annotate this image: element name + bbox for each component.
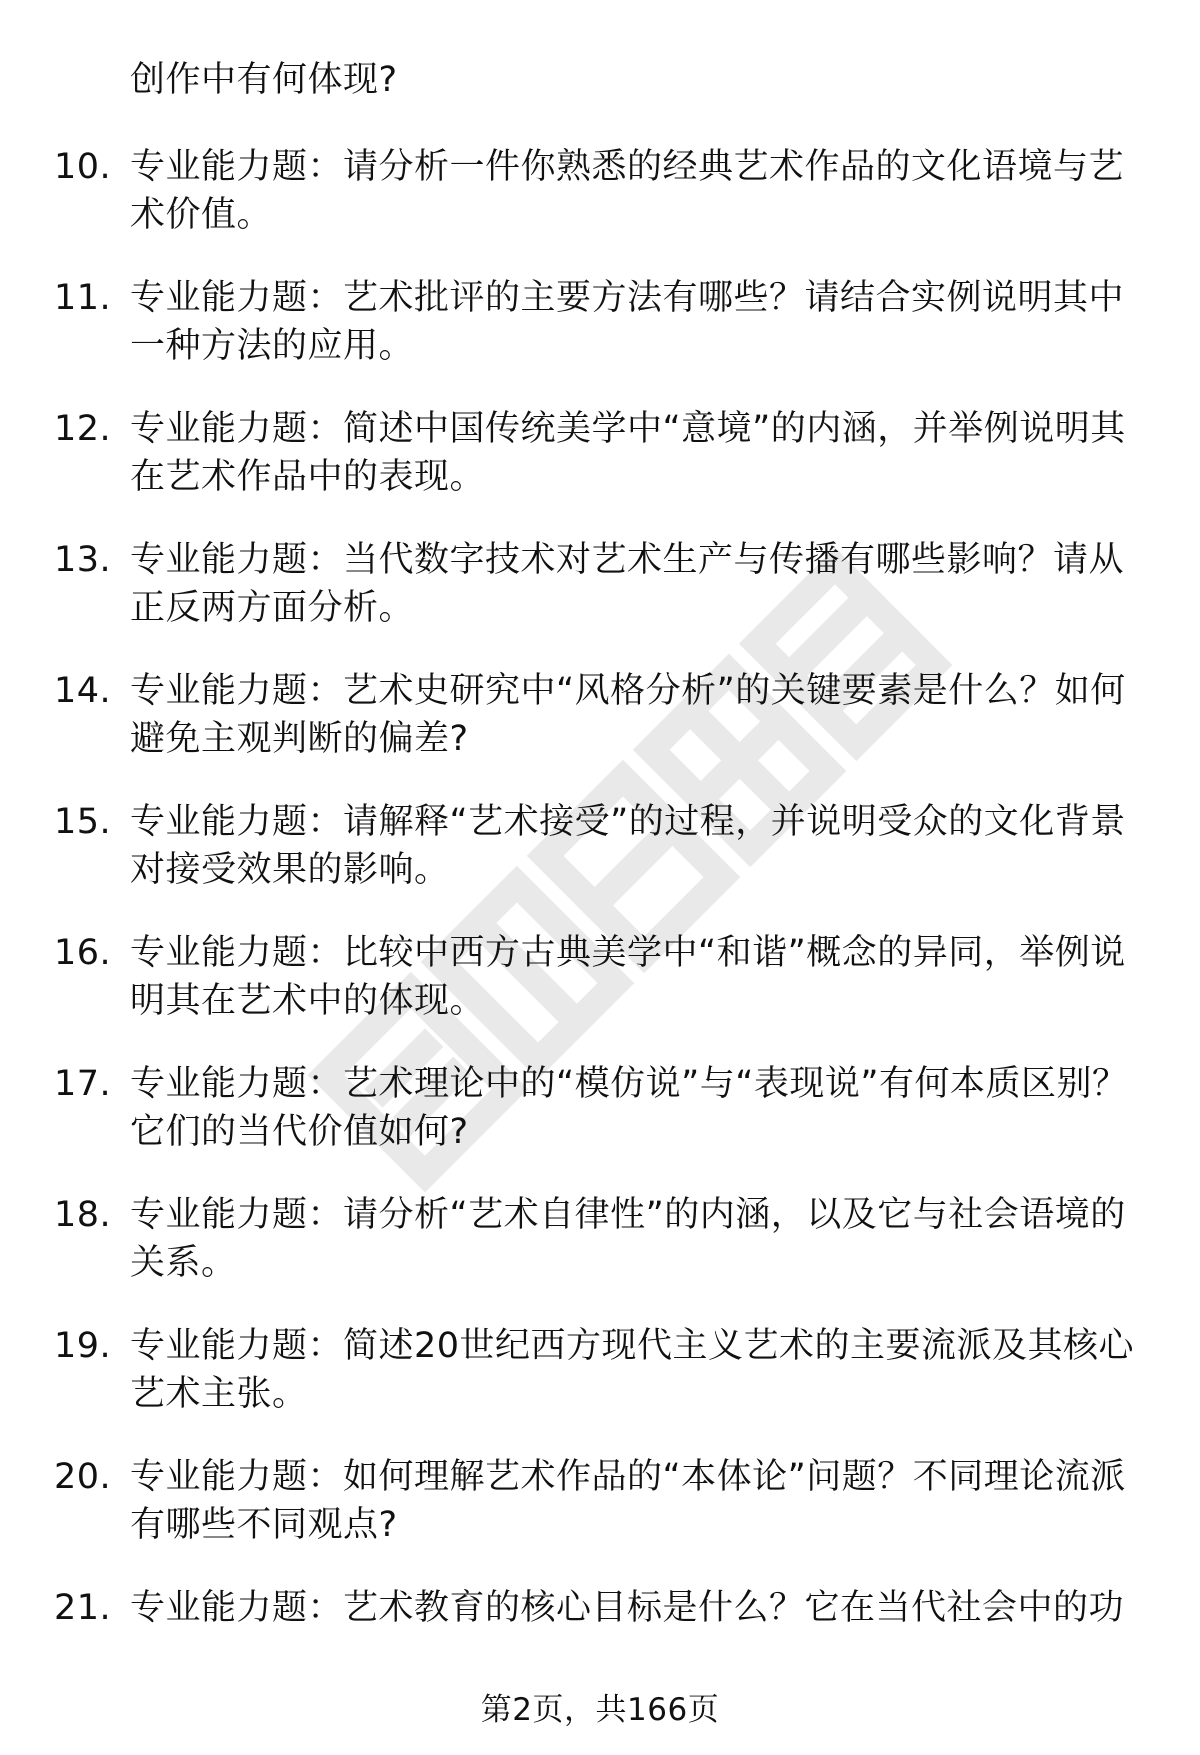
item-number: 14.	[54, 671, 112, 711]
list-item	[0, 929, 1200, 1060]
item-number: 10.	[54, 147, 112, 187]
item-number: 17.	[54, 1064, 112, 1104]
item-text: 专业能力题：请分析“艺术自律性”的内涵，以及它与社会语境的关系。	[130, 1195, 1126, 1283]
question-list	[0, 143, 1200, 1715]
item-number: 15.	[54, 802, 112, 842]
list-item	[0, 1060, 1200, 1191]
list-item	[0, 274, 1200, 405]
item-text: 专业能力题：简述中国传统美学中“意境”的内涵，并举例说明其在艺术作品中的表现。	[130, 409, 1126, 497]
list-item	[0, 405, 1200, 536]
page-number-footer: 第2页，共166页	[480, 1692, 720, 1728]
item-text: 专业能力题：艺术教育的核心目标是什么？它在当代社会中的功	[130, 1588, 1125, 1628]
list-item	[0, 536, 1200, 667]
item-number: 11.	[54, 278, 112, 318]
item-number: 12.	[54, 409, 112, 449]
item-text: 专业能力题：请分析一件你熟悉的经典艺术作品的文化语境与艺术价值。	[130, 147, 1125, 235]
list-item	[0, 1453, 1200, 1584]
list-item	[0, 667, 1200, 798]
item-text: 专业能力题：如何理解艺术作品的“本体论”问题？不同理论流派有哪些不同观点?	[130, 1457, 1126, 1545]
item-number: 21.	[54, 1588, 112, 1628]
item-text: 专业能力题：请解释“艺术接受”的过程，并说明受众的文化背景对接受效果的影响。	[130, 802, 1126, 890]
item-text: 专业能力题：比较中西方古典美学中“和谐”概念的异同，举例说明其在艺术中的体现。	[130, 933, 1126, 1021]
item-text: 专业能力题：简述20世纪西方现代主义艺术的主要流派及其核心艺术主张。	[130, 1326, 1135, 1414]
list-item	[0, 1191, 1200, 1322]
continuation-line: 创作中有何体现?	[130, 60, 398, 100]
item-number: 20.	[54, 1457, 112, 1497]
list-item	[0, 1322, 1200, 1453]
item-text: 专业能力题：当代数字技术对艺术生产与传播有哪些影响？请从正反两方面分析。	[130, 540, 1125, 628]
item-number: 16.	[54, 933, 112, 973]
item-text: 专业能力题：艺术理论中的“模仿说”与“表现说”有何本质区别？它们的当代价值如何?	[130, 1064, 1128, 1152]
item-text: 专业能力题：艺术史研究中“风格分析”的关键要素是什么？如何避免主观判断的偏差?	[130, 671, 1126, 759]
list-item	[0, 143, 1200, 274]
item-number: 18.	[54, 1195, 112, 1235]
item-number: 13.	[54, 540, 112, 580]
item-text: 专业能力题：艺术批评的主要方法有哪些？请结合实例说明其中一种方法的应用。	[130, 278, 1125, 366]
list-item	[0, 798, 1200, 929]
item-number: 19.	[54, 1326, 112, 1366]
